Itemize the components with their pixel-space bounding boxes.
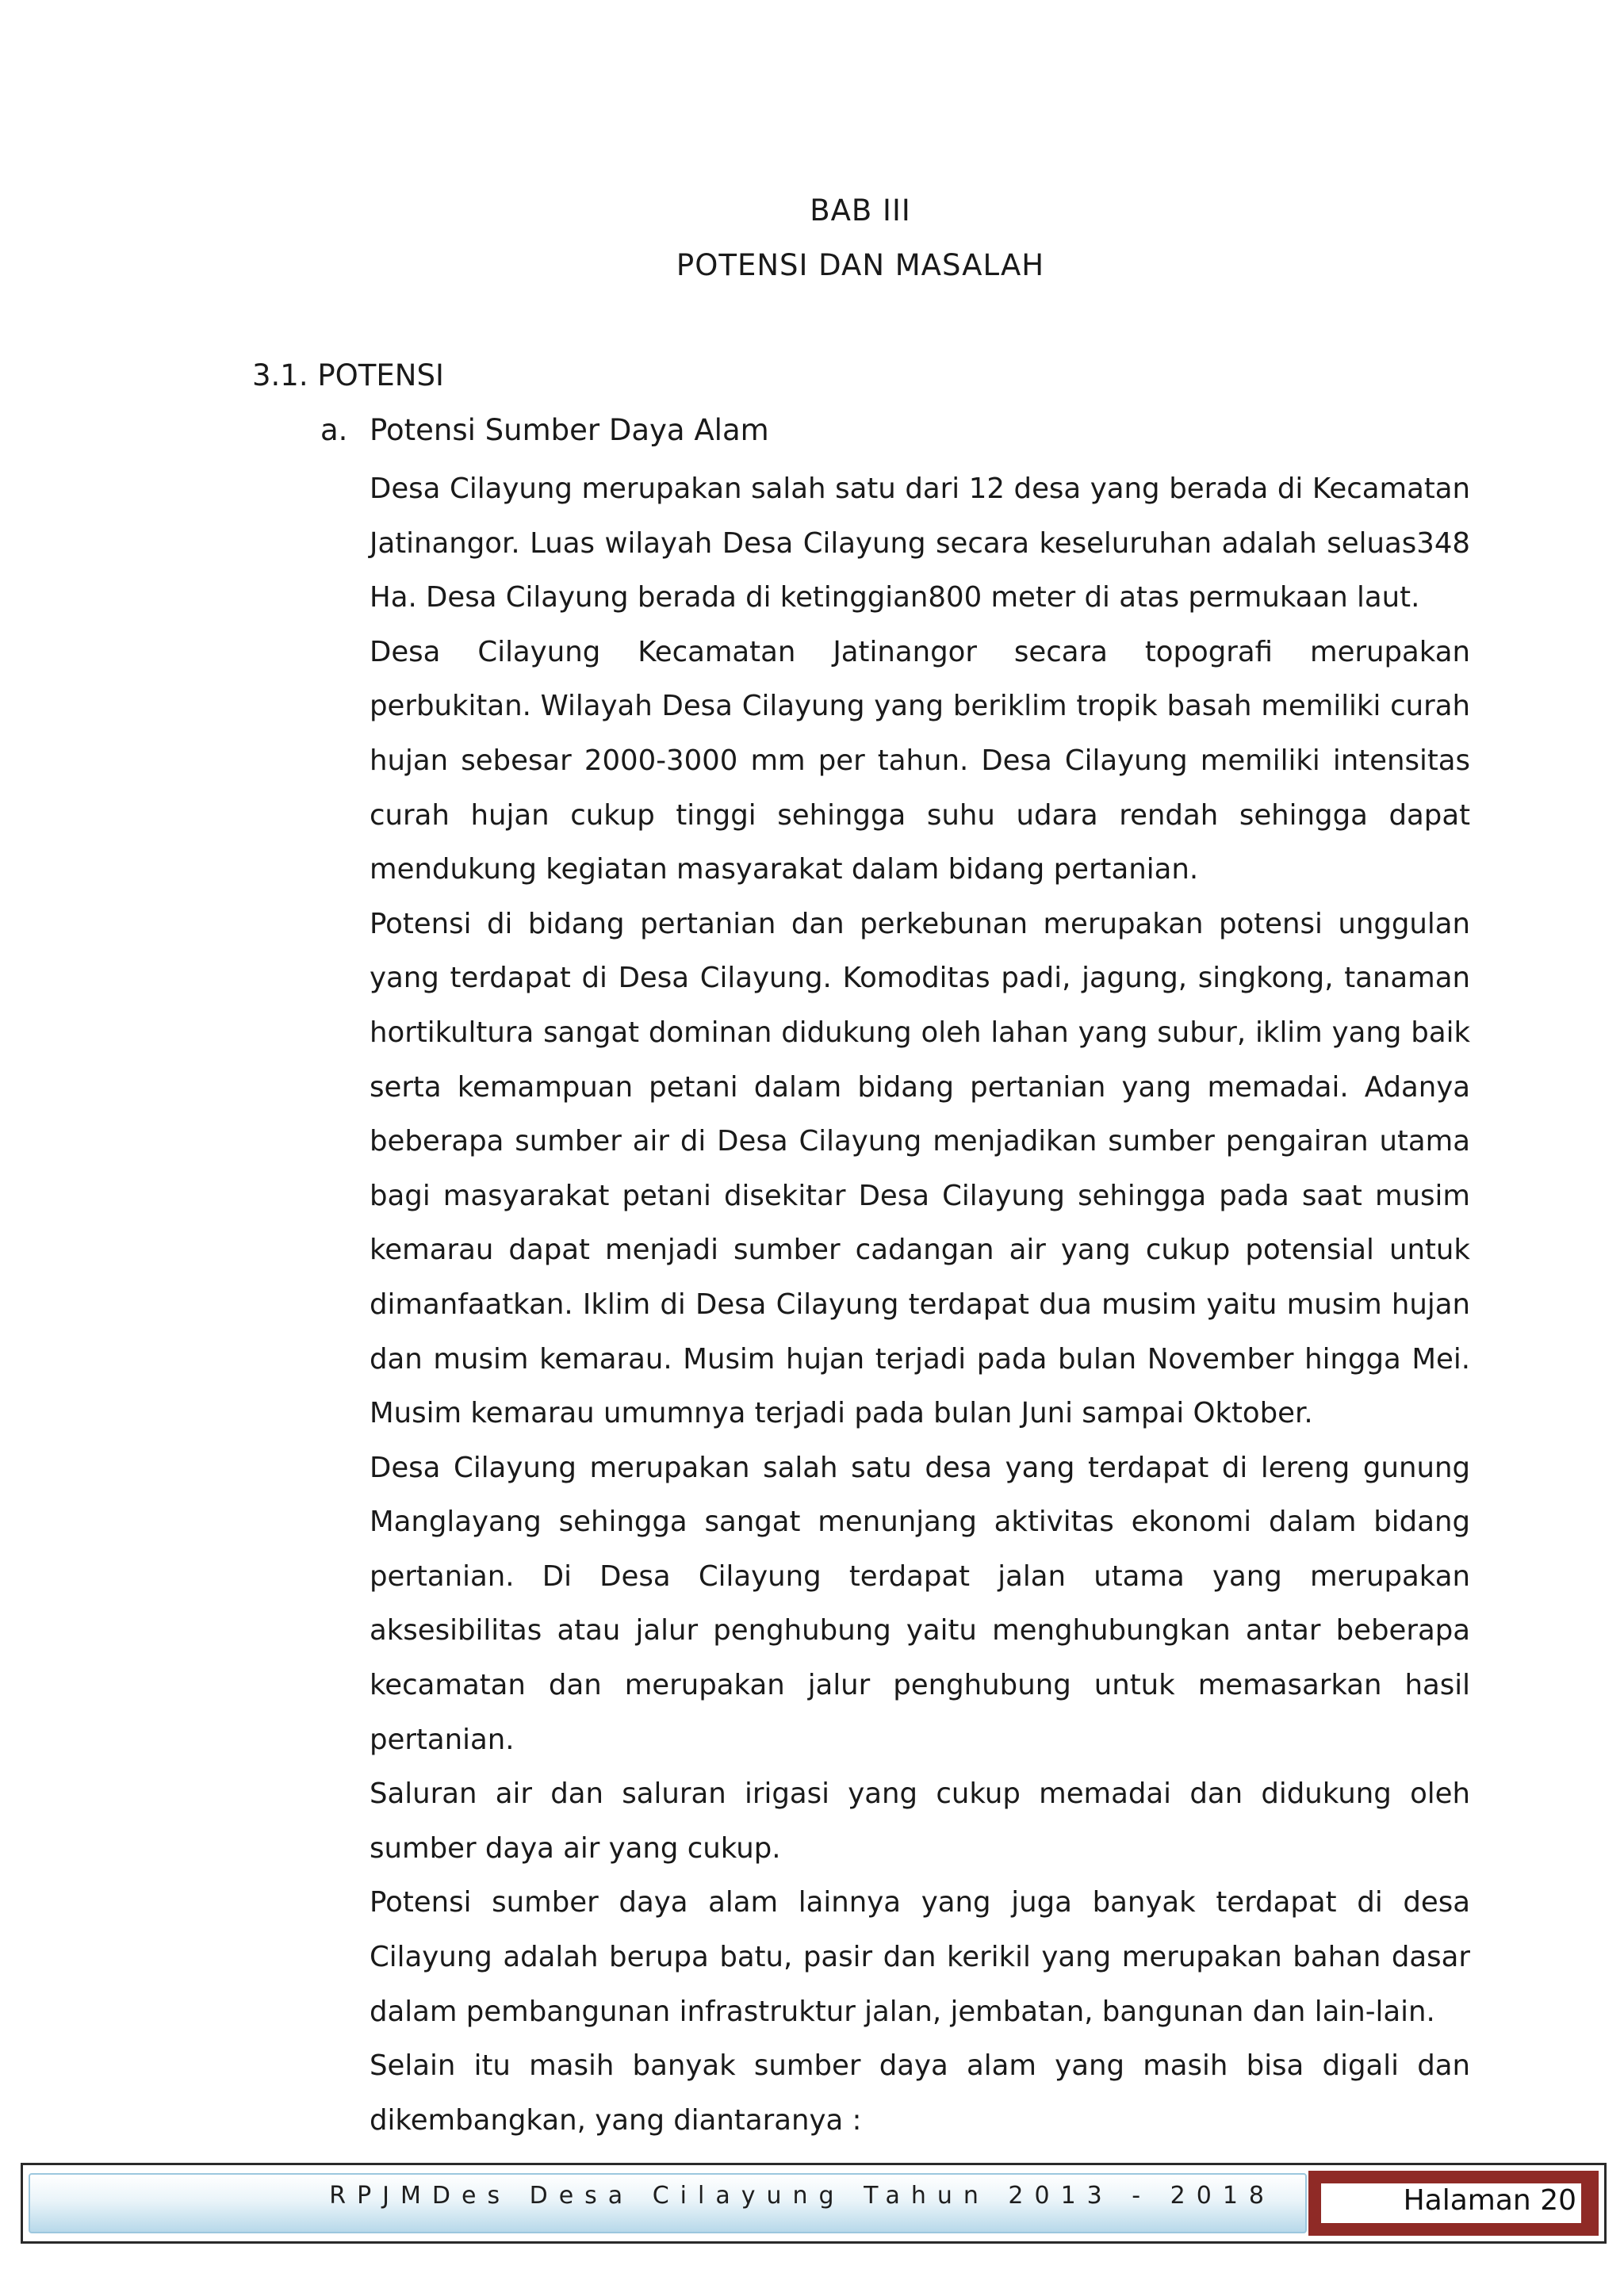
paragraph: Desa Cilayung merupakan salah satu dari 12 desa yang berada di Kecamatan Jatinangor. Luas wilayah Desa Cilayung secara keseluruhan adalah seluas348 Ha. Desa Cilayung berada di ketinggian800 meter di atas permukaan laut. <box>370 473 1470 614</box>
paragraph: Desa Cilayung merupakan salah satu desa yang terdapat di lereng gunung Manglayang sehingga sangat menunjang aktivitas ekonomi dalam bidang pertanian. Di Desa Cilayung terdapat jalan utama yang merupakan aksesibilitas atau jalur penghubung yaitu menghubungkan antar beberapa kecamatan dan merupakan jalur penghubung untuk memasarkan hasil pertanian. <box>370 1451 1470 1756</box>
section-heading: 3.1. POTENSI <box>252 358 444 392</box>
page-number: Halaman 20 <box>1403 2184 1576 2217</box>
paragraph: Desa Cilayung Kecamatan Jatinangor secara topografi merupakan perbukitan. Wilayah Desa Cilayung yang beriklim tropik basah memiliki curah hujan sebesar 2000-3000 mm per tahun. Desa Cilayung memiliki intensitas curah hujan cukup tinggi sehingga suhu udara rendah sehingga dapat mendukung kegiatan masyarakat dalam bidang pertanian. <box>370 635 1470 886</box>
paragraph: Potensi sumber daya alam lainnya yang juga banyak terdapat di desa Cilayung adalah berupa batu, pasir dan kerikil yang merupakan bahan dasar dalam pembangunan infrastruktur jalan, jembatan, bangunan dan lain-lain. <box>370 1886 1470 2028</box>
subsection-heading <box>320 413 769 447</box>
chapter-number: BAB III <box>810 193 911 228</box>
paragraph: Potensi di bidang pertanian dan perkebunan merupakan potensi unggulan yang terdapat di Desa Cilayung. Komoditas padi, jagung, singkong, tanaman hortikultura sangat dominan didukung oleh lahan yang subur, iklim yang baik serta kemampuan petani dalam bidang pertanian yang memadai. Adanya beberapa sumber air di Desa Cilayung menjadikan sumber pengairan utama bagi masyarakat petani disekitar Desa Cilayung sehingga pada saat musim kemarau dapat menjadi sumber cadangan air yang cukup potensial untuk dimanfaatkan. Iklim di Desa Cilayung terdapat dua musim yaitu musim hujan dan musim kemarau. Musim hujan terjadi pada bulan November hingga Mei. Musim kemarau umumnya terjadi pada bulan Juni sampai Oktober. <box>370 907 1470 1430</box>
subsection-marker: a. <box>320 413 348 447</box>
chapter-title: POTENSI DAN MASALAH <box>676 248 1045 282</box>
subsection-title: Potensi Sumber Daya Alam <box>370 413 769 447</box>
paragraph: Saluran air dan saluran irigasi yang cukup memadai dan didukung oleh sumber daya air yang cukup. <box>370 1777 1470 1865</box>
body-text <box>370 462 1470 2148</box>
footer-title: RPJMDes Desa Cilayung Tahun 2013 - 2018 <box>329 2182 1275 2210</box>
paragraph: Selain itu masih banyak sumber daya alam yang masih bisa digali dan dikembangkan, yang diantaranya : <box>370 2049 1470 2137</box>
